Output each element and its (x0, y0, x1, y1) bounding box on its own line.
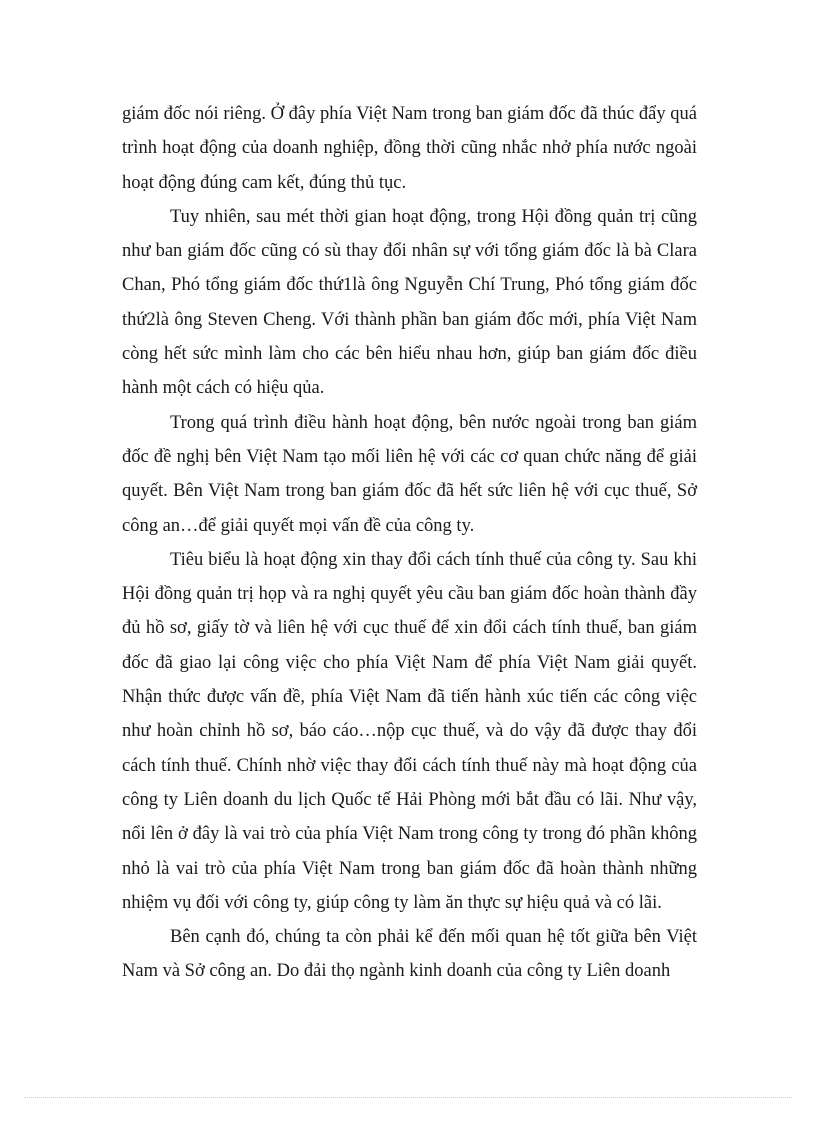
paragraph-3: Trong quá trình điều hành hoạt động, bên nước ngoài trong ban giám đốc đề nghị bên Việt Nam tạo mối liên hệ với các cơ quan chức năng để giải quyết. Bên Việt Nam trong ban giám đốc đã hết sức liên hệ với cục thuế, Sở công an…để giải quyết mọi vấn đề của công ty. (122, 412, 697, 536)
page-bottom-divider (24, 1097, 792, 1098)
paragraph-4: Tiêu biểu là hoạt động xin thay đổi cách tính thuế của công ty. Sau khi Hội đồng quản trị họp và ra nghị quyết yêu cầu ban giám đốc hoàn thành đầy đủ hồ sơ, giấy tờ và liên hệ với cục thuế để xin đổi cách tính thuế, ban giám đốc đã giao lại công việc cho phía Việt Nam để phía Việt Nam giải quyết. Nhận thức được vấn đề, phía Việt Nam đã tiến hành xúc tiến các công việc như hoàn chỉnh hồ sơ, báo cáo…nộp cục thuế, và do vậy đã được thay đổi cách tính thuế. Chính nhờ việc thay đổi cách tính thuế này mà hoạt động của công ty Liên doanh du lịch Quốc tế Hải Phòng mới bắt đầu có lãi. Như vậy, nổi lên ở đây là vai trò của phía Việt Nam trong công ty trong đó phần không nhỏ là vai trò của phía Việt Nam trong ban giám đốc đã hoàn thành những nhiệm vụ đối với công ty, giúp công ty làm ăn thực sự hiệu quả và có lãi. (122, 549, 697, 913)
body-text (122, 97, 697, 989)
paragraph-2: Tuy nhiên, sau mét thời gian hoạt động, trong Hội đồng quản trị cũng như ban giám đốc cũng có sù thay đổi nhân sự với tổng giám đốc là bà Clara Chan, Phó tổng giám đốc thứ1là ông Nguyễn Chí Trung, Phó tổng giám đốc thứ2là ông Steven Cheng. Với thành phần ban giám đốc mới, phía Việt Nam còng hết sức mình làm cho các bên hiểu nhau hơn, giúp ban giám đốc điều hành một cách có hiệu qủa. (122, 206, 697, 399)
paragraph-1: giám đốc nói riêng. Ở đây phía Việt Nam trong ban giám đốc đã thúc đẩy quá trình hoạt động của doanh nghiệp, đồng thời cũng nhắc nhở phía nước ngoài hoạt động đúng cam kết, đúng thủ tục. (122, 104, 697, 193)
paragraph-5: Bên cạnh đó, chúng ta còn phải kể đến mối quan hệ tốt giữa bên Việt Nam và Sở công an. Do đải thọ ngành kinh doanh của công ty Liên doanh (122, 927, 697, 982)
